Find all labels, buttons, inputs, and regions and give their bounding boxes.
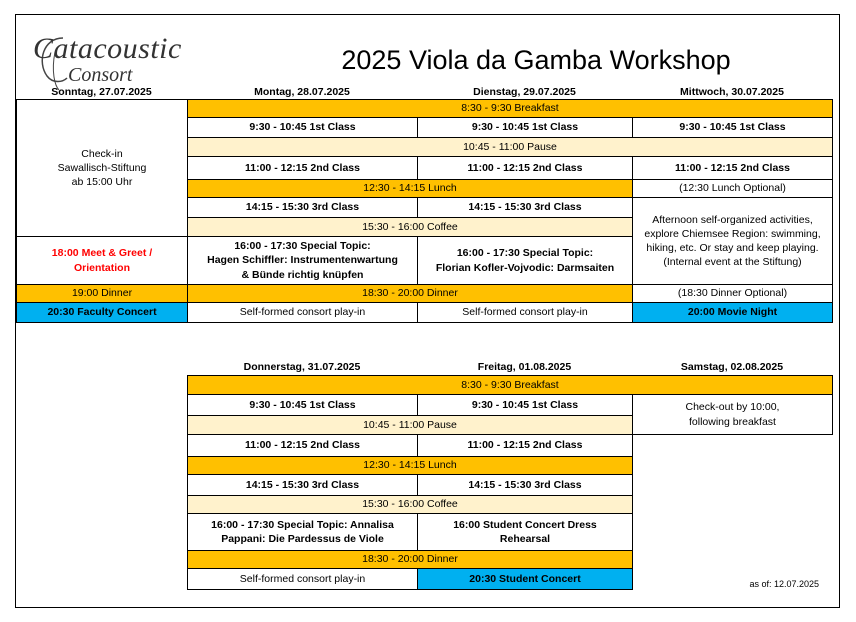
rehearsal-friday: [417, 513, 633, 551]
coffee-week2: 15:30 - 16:00 Coffee: [187, 495, 633, 514]
class3-thursday: 14:15 - 15:30 3rd Class: [187, 474, 418, 496]
catacoustic-logo: [33, 32, 208, 92]
class1-wednesday: 9:30 - 10:45 1st Class: [632, 117, 833, 138]
student-concert-cell: 20:30 Student Concert: [417, 568, 633, 590]
meet-greet-line1: 18:00 Meet & Greet /: [51, 247, 153, 260]
class2-wednesday: 11:00 - 12:15 2nd Class: [632, 156, 833, 180]
class1-friday: 9:30 - 10:45 1st Class: [417, 394, 633, 416]
as-of-date: as of: 12.07.2025: [749, 579, 819, 589]
class3-tuesday: 14:15 - 15:30 3rd Class: [417, 197, 633, 218]
class2-friday: 11:00 - 12:15 2nd Class: [417, 434, 633, 457]
special-monday-line1: 16:00 - 17:30 Special Topic:: [234, 240, 371, 253]
special-thursday-line2: Pappani: Die Pardessus de Viole: [221, 533, 384, 545]
schedule-page: [15, 14, 840, 608]
day-header-tuesday: Dienstag, 29.07.2025: [473, 86, 576, 98]
class1-tuesday: 9:30 - 10:45 1st Class: [417, 117, 633, 138]
day-header-saturday: Samstag, 02.08.2025: [680, 361, 784, 373]
meet-greet-line2: Orientation: [73, 261, 130, 274]
class1-monday: 9:30 - 10:45 1st Class: [187, 117, 418, 138]
checkin-cell: [16, 99, 188, 237]
lunch-week2: 12:30 - 14:15 Lunch: [187, 456, 633, 475]
playin-monday: Self-formed consort play-in: [187, 302, 418, 323]
playin-tuesday: Self-formed consort play-in: [417, 302, 633, 323]
class2-monday: 11:00 - 12:15 2nd Class: [187, 156, 418, 180]
playin-thursday: Self-formed consort play-in: [187, 568, 418, 590]
class2-thursday: 11:00 - 12:15 2nd Class: [187, 434, 418, 457]
logo-line2: Consort: [68, 64, 133, 86]
special-tuesday-line2: Florian Kofler-Vojvodic: Darmsaiten: [435, 261, 615, 274]
checkout-line2: following breakfast: [689, 415, 776, 428]
class3-friday: 14:15 - 15:30 3rd Class: [417, 474, 633, 496]
pause-week1: 10:45 - 11:00 Pause: [187, 137, 833, 157]
logo-line1: Catacoustic: [33, 32, 182, 65]
checkin-line2: Sawallisch-Stiftung: [57, 161, 147, 174]
dinner-week2: 18:30 - 20:00 Dinner: [187, 550, 633, 569]
special-tuesday-line1: 16:00 - 17:30 Special Topic:: [456, 247, 594, 260]
checkin-line3: ab 15:00 Uhr: [71, 176, 133, 189]
faculty-concert-cell: 20:30 Faculty Concert: [16, 302, 188, 323]
movie-night-cell: 20:00 Movie Night: [632, 302, 833, 323]
day-header-monday: Montag, 28.07.2025: [254, 86, 350, 98]
sunday-dinner-cell: 19:00 Dinner: [16, 284, 188, 303]
lunch-optional-wednesday: (12:30 Lunch Optional): [632, 179, 833, 198]
day-header-friday: Freitag, 01.08.2025: [477, 361, 572, 373]
dinner-optional-wednesday: (18:30 Dinner Optional): [632, 284, 833, 303]
dinner-week1: 18:30 - 20:00 Dinner: [187, 284, 633, 303]
checkout-line1: Check-out by 10:00,: [685, 401, 780, 414]
special-topic-tuesday: [417, 236, 633, 285]
class2-tuesday: 11:00 - 12:15 2nd Class: [417, 156, 633, 180]
day-header-sunday: Sonntag, 27.07.2025: [51, 86, 152, 98]
special-monday-line3: & Bünde richtig knüpfen: [241, 268, 364, 281]
special-topic-monday: [187, 236, 418, 285]
pause-week2: 10:45 - 11:00 Pause: [187, 415, 633, 435]
special-monday-line2: Hagen Schiffler: Instrumentenwartung: [207, 254, 398, 267]
day-header-thursday: Donnerstag, 31.07.2025: [243, 361, 361, 373]
checkin-line1: Check-in: [81, 147, 123, 160]
special-topic-thursday: [187, 513, 418, 551]
class1-thursday: 9:30 - 10:45 1st Class: [187, 394, 418, 416]
coffee-week1: 15:30 - 16:00 Coffee: [187, 217, 633, 237]
meet-greet-cell: [16, 236, 188, 285]
page-title: 2025 Viola da Gamba Workshop: [341, 45, 731, 75]
checkout-saturday: [632, 394, 833, 435]
breakfast-week2: 8:30 - 9:30 Breakfast: [187, 375, 833, 395]
rehearsal-line1: 16:00 Student Concert Dress: [453, 518, 597, 531]
wednesday-afternoon-activities: Afternoon self-organized activities, explore Chiemsee Region: swimming, hiking, etc. Or stay and keep playing. (Internal event at the Stiftung): [632, 197, 833, 285]
class3-monday: 14:15 - 15:30 3rd Class: [187, 197, 418, 218]
rehearsal-line2: Rehearsal: [499, 533, 551, 545]
special-thursday-line1: 16:00 - 17:30 Special Topic: Annalisa: [211, 518, 394, 531]
day-header-wednesday: Mittwoch, 30.07.2025: [680, 86, 784, 98]
breakfast-week1: 8:30 - 9:30 Breakfast: [187, 99, 833, 118]
lunch-week1: 12:30 - 14:15 Lunch: [187, 179, 633, 198]
